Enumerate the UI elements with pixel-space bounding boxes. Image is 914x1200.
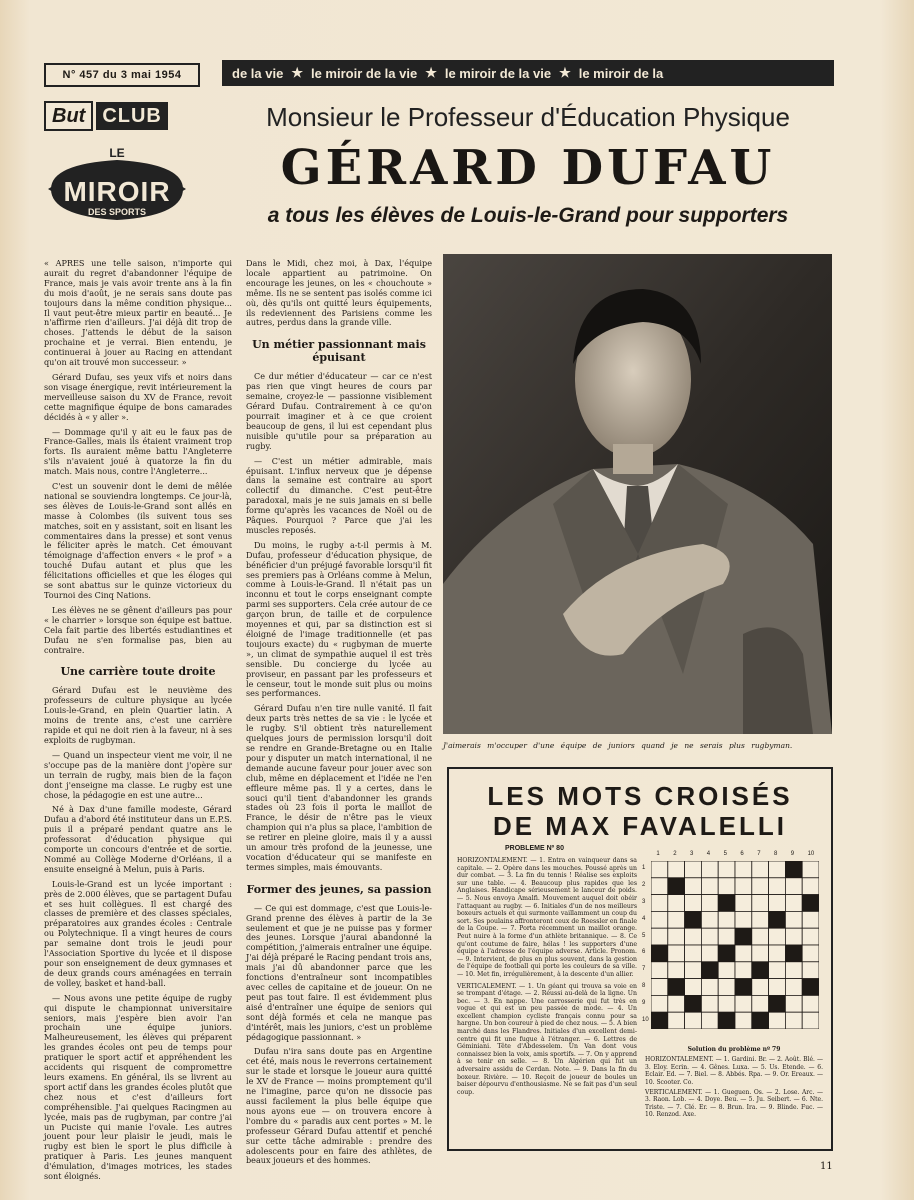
miroir-des-sports-logo xyxy=(44,143,190,235)
grid-col-number: 4 xyxy=(706,851,711,857)
grid-cell[interactable] xyxy=(752,911,769,928)
section-heading: Un métier passionnant mais épuisant xyxy=(252,338,426,365)
grid-cell[interactable] xyxy=(769,878,786,895)
grid-cell[interactable] xyxy=(735,895,752,912)
grid-black-cell xyxy=(718,1012,735,1029)
running-header-band xyxy=(222,60,834,86)
grid-cell[interactable] xyxy=(685,1012,702,1029)
grid-cell[interactable] xyxy=(802,995,819,1012)
grid-cell[interactable] xyxy=(752,861,769,878)
solution-horizontal: HORIZONTALEMENT. — 1. Gardini. Br. — 2. Août. Blé. — 3. Eloy. Ecrin. — 4. Gênes. Luxa. — 5. Us. Etende. — 6. Eclair. Ed. — 7. Biel. — 8. Abbés. Rpa. — 9. Or. Ereaux. — 10. Scooter. Co. xyxy=(645,1056,823,1086)
grid-cell[interactable] xyxy=(785,995,802,1012)
grid-cell[interactable] xyxy=(668,928,685,945)
grid-cell[interactable] xyxy=(769,861,786,878)
grid-row-number: 1 xyxy=(642,865,646,872)
headline: Monsieur le Professeur d'Éducation Physique xyxy=(266,102,790,132)
page-number: 11 xyxy=(820,1161,833,1172)
paragraph: Ce dur métier d'éducateur — car ce n'est pas rien que vingt heures de cours par semaine, croyez-le — passionne visiblement Gérard Dufau. Contrairement à ce qu'on pourrait imaginer et à ce que croient beaucoup de gens, il lui est cependant plus nuisible qu'utile pour sa préparation au rugby. xyxy=(246,371,432,451)
grid-cell[interactable] xyxy=(718,962,735,979)
grid-black-cell xyxy=(651,945,668,962)
paragraph: Dans le Midi, chez moi, à Dax, l'équipe locale appartient au patrimoine. On encourage les jeunes, on les « chouchoute » même. Ils ne se sentent pas isolés comme ici où, dès qu'ils ont quitté leurs équipements, ils redeviennent des Parisiens comme les autres, perdus dans la grande ville. xyxy=(246,258,432,328)
grid-cell[interactable] xyxy=(752,945,769,962)
star-icon: ★ xyxy=(425,65,437,80)
grid-cell[interactable] xyxy=(668,1012,685,1029)
grid-cell[interactable] xyxy=(668,895,685,912)
grid-cell[interactable] xyxy=(668,861,685,878)
grid-cell[interactable] xyxy=(802,911,819,928)
grid-black-cell xyxy=(668,979,685,996)
crossword-title-line: DE MAX FAVALELLI xyxy=(492,811,788,841)
grid-cell[interactable] xyxy=(701,928,718,945)
grid-row-number: 8 xyxy=(642,983,646,989)
grid-row-number: 10 xyxy=(642,1016,649,1023)
paragraph: Gérard Dufau n'en tire nulle vanité. Il fait deux parts très nettes de sa vie : le lycée et le rugby. S'il obtient très naturellement quelques jours de permission lorsqu'il doit se rendre en Grande-Bretagne ou en Italie pour y disputer un match international, il ne demande aucune faveur pour jouer avec son club, même en déplacement et l'idée ne l'en effleure même pas. Il y a certes, dans le souci qu'il tient d'abandonner les grands stades où 23 fois il porta le maillot de France, le désir de n'être pas le vieux champion qui n'a plus sa place, l'ambition de se retirer en pleine gloire, mais il y a aussi un amour très profond de la jeunesse, une vocation d'éducateur qui se manifeste en termes simples, mais émouvants. xyxy=(246,703,432,872)
crossword-clues xyxy=(457,857,637,1100)
grid-cell[interactable] xyxy=(651,861,668,878)
paragraph: Né à Dax d'une famille modeste, Gérard Dufau a d'abord été instituteur dans un E.P.S. puis il a préparé pendant quatre ans le professorat d'éducation physique qui comporte un concours d'entrée et de sortie. Nommé au Collège Moderne d'Orléans, il a ensuite enseigné à Melun, puis à Paris. xyxy=(44,804,232,874)
grid-row-number: 6 xyxy=(642,949,646,956)
paragraph: Louis-le-Grand est un lycée important : près de 2.000 élèves, que se partagent Dufau et ses huit collègues. Il est chargé des classes de première et des classes spéciales, préparatoires aux grandes écoles : Centrale ou Polytechnique. Il a vingt heures de cours par semaine dont trois le jeudi pour l'Association Sportive du lycée et il dispose pour son enseignement de deux gymnases et de deux grands cours aménagées en terrain de volley, basket et hand-ball. xyxy=(44,878,232,988)
horizontal-clues: HORIZONTALEMENT. — 1. Entra en vainqueur dans sa capitale. — 2. Opère dans les mouches. Poussé après un dur combat. — 3. La fin du tennis ! Réalise ses exploits sur une table. — 4. Beaucoup plus rapides que les Anglaises. Handicape sérieusement le lanceur de poids. — 5. Nous envoya Amalfi. Mouvement auquel doit obéir l'attaquant au rugby. — 6. Initiales d'un de nos meilleurs boxeurs actuels et qui surmonte vaillamment un coup du sort. Ses poulains affronteront ceux de Roessler en finale de la Coupe. — 7. Porta récemment un maillot orange. Peut nuire à la forme d'un athlète britannique. — 8. Ce qu'ont coutume de faire, hélas ! les supporters d'une équipe à l'adresse de l'équipe adverse. Article. Pronom. — 9. Intervient, de plus en plus souvent, dans la gestion de l'équipe de football qui porte les couleurs de sa ville. — 10. Met fin, irrégulièrement, à la descente d'un allier. xyxy=(457,857,637,978)
grid-black-cell xyxy=(685,911,702,928)
article-subtitle: a tous les élèves de Louis-le-Grand pour supporters xyxy=(267,204,789,227)
grid-cell[interactable] xyxy=(802,861,819,878)
logo-main-text: MIROIR xyxy=(63,176,171,207)
grid-cell[interactable] xyxy=(785,928,802,945)
grid-black-cell xyxy=(685,995,702,1012)
grid-cell[interactable] xyxy=(668,945,685,962)
grid-cell[interactable] xyxy=(668,995,685,1012)
grid-cell[interactable] xyxy=(685,895,702,912)
solution-vertical: VERTICALEMENT. — 1. Gueguen. Os. — 2. Lose. Arc. — 3. Raon. Lob. — 4. Doye. Beu. — 5. Ju. Seibert. — 6. Nte. Triste. — 7. Clé. Er. — 8. Brun. Ira. — 9. Blinde. Fuc. — 10. Renzod. Axe. xyxy=(645,1089,823,1119)
grid-cell[interactable] xyxy=(718,995,735,1012)
grid-col-number: 3 xyxy=(690,851,694,857)
article-column-2 xyxy=(246,259,432,1171)
grid-black-cell xyxy=(718,895,735,912)
grid-cell[interactable] xyxy=(651,962,668,979)
grid-cell[interactable] xyxy=(718,911,735,928)
grid-black-cell xyxy=(802,895,819,912)
grid-cell[interactable] xyxy=(769,928,786,945)
grid-row-number: 5 xyxy=(642,932,646,939)
grid-cell[interactable] xyxy=(651,928,668,945)
grid-cell[interactable] xyxy=(735,1012,752,1029)
grid-row-number: 4 xyxy=(642,915,646,922)
brand-club: CLUB xyxy=(96,102,168,130)
portrait-photo xyxy=(443,254,832,734)
photo-caption: J'aimerais m'occuper d'une équipe de juniors quand je ne serais plus rugbyman. xyxy=(443,741,793,750)
grid-black-cell xyxy=(785,861,802,878)
grid-col-number: 6 xyxy=(740,851,744,857)
grid-col-number: 2 xyxy=(673,851,677,857)
grid-black-cell xyxy=(735,979,752,996)
grid-black-cell xyxy=(701,962,718,979)
grid-cell[interactable] xyxy=(769,895,786,912)
band-item: le miroir de la vie xyxy=(310,65,418,81)
grid-black-cell xyxy=(718,945,735,962)
crossword-title xyxy=(449,781,831,841)
logo-top-text: LE xyxy=(109,146,125,160)
logo-bottom-text: DES SPORTS xyxy=(87,207,147,217)
paragraph: C'est un souvenir dont le demi de mêlée national se souviendra longtemps. Ce jour-là, ses élèves de Louis-le-Grand sont allés en masse à Colombes (ils suivent tous ses matches, soit en y assistant, soit en lisant les commentaires dans la presse) et sont venus le féliciter après le match. Cet émouvant témoignage d'affection envers « le prof » a touché Dufau autant et plus que les félicitations officielles et que les éloges qui se sont abattus sur le quinze victorieux du Tournoi des Cinq Nations. xyxy=(44,481,232,600)
grid-cell[interactable] xyxy=(752,928,769,945)
paragraph: — Dommage qu'il y ait eu le faux pas de France-Galles, mais ils étaient vraiment trop forts. Ils auraient même battu l'Angleterre s'ils n'avaient joué à quatorze la fin du match. Mais nous, contre l'Angleterre... xyxy=(44,426,232,477)
grid-cell[interactable] xyxy=(752,995,769,1012)
grid-cell[interactable] xyxy=(685,945,702,962)
grid-cell[interactable] xyxy=(769,1012,786,1029)
problem-number: PROBLEME Nº 80 xyxy=(505,845,564,852)
grid-cell[interactable] xyxy=(718,928,735,945)
section-heading: Former des jeunes, sa passion xyxy=(246,882,432,896)
grid-cell[interactable] xyxy=(752,979,769,996)
grid-cell[interactable] xyxy=(769,945,786,962)
grid-black-cell xyxy=(752,962,769,979)
grid-cell[interactable] xyxy=(701,878,718,895)
grid-cell[interactable] xyxy=(701,895,718,912)
grid-cell[interactable] xyxy=(735,911,752,928)
grid-cell[interactable] xyxy=(785,895,802,912)
paragraph: — C'est un métier admirable, mais épuisant. L'influx nerveux que je dépense dans la semaine est contraire au sport collectif du dimanche. C'est peut-être paradoxal, mais je ne suis jamais en si belle forme qu'après les vacances de Noël ou de Pâques. Pourquoi ? Parce que j'ai les muscles reposés. xyxy=(246,455,432,535)
grid-cell[interactable] xyxy=(701,1012,718,1029)
grid-col-number: 9 xyxy=(790,851,795,857)
grid-col-number: 1 xyxy=(656,851,660,857)
grid-cell[interactable] xyxy=(701,945,718,962)
grid-cell[interactable] xyxy=(685,861,702,878)
grid-black-cell xyxy=(769,911,786,928)
grid-row-number: 9 xyxy=(642,999,646,1006)
grid-cell[interactable] xyxy=(785,962,802,979)
grid-cell[interactable] xyxy=(701,861,718,878)
grid-col-number: 10 xyxy=(807,851,815,857)
grid-black-cell xyxy=(802,979,819,996)
band-item: de la vie xyxy=(232,65,284,81)
grid-black-cell xyxy=(651,1012,668,1029)
paragraph: — Nous avons une petite équipe de rugby qui dispute le championnat universitaire seniors, mais j'espère bien avoir l'an prochain une équipe juniors. Malheureusement, les élèves qui préparent les grandes écoles ont peu de temps pour pratiquer le sport actif et appréhendent les accidents qui risquent de compromettre leurs examens. En général, ils se livrent au sport actif dans les grandes écoles plutôt que chez nous et c'est d'ailleurs fort compréhensible. J'ai quelques Racingmen au lycée, mais pas de rugbyman, par contre j'ai un Puciste qui manie l'ovale. Les autres jouent pour leur plaisir le jeudi, mais le rugby est bien le sport le plus difficile à pratiquer à Paris. Les jeunes manquent d'émulation, d'images motrices, les stades sont éloignés. xyxy=(44,992,232,1182)
grid-row-number: 7 xyxy=(642,966,646,973)
paragraph: « APRES une telle saison, n'importe qui aurait du regret d'abandonner l'équipe de France, mais je vais avoir trente ans à la fin du mois d'août, je ne serais sans doute pas toujours dans la même condition physique... Il vaut peut-être mieux partir en beauté... Je n'affirme rien d'ailleurs. J'ai déjà dit trop de choses. J'attends le début de la saison prochaine et je verrai. Bien entendu, je continuerai à jouer au Racing en attendant qu'on ait trouvé mon successeur. » xyxy=(44,258,232,368)
grid-row-number: 3 xyxy=(642,899,646,905)
grid-cell[interactable] xyxy=(802,962,819,979)
article-column-1 xyxy=(44,259,232,1187)
grid-black-cell xyxy=(735,928,752,945)
paragraph: Gérard Dufau est le neuvième des professeurs de culture physique au lycée Louis-le-Grand, en plein Quartier latin. A moins de trente ans, c'est une carrière rapide et qui ne doit rien à la faveur, ni à ses exploits de rugbyman. xyxy=(44,685,232,745)
band-item: le miroir de la vie xyxy=(444,65,552,81)
grid-cell[interactable] xyxy=(651,878,668,895)
star-icon: ★ xyxy=(559,65,571,80)
crossword-title-line: LES MOTS CROISÉS xyxy=(487,781,793,811)
grid-row-numbers xyxy=(642,861,651,1029)
but-club-logo xyxy=(44,101,188,131)
grid-cell[interactable] xyxy=(735,995,752,1012)
grid-cell[interactable] xyxy=(685,878,702,895)
vertical-clues: VERTICALEMENT. — 1. Un géant qui trouva sa voie en se trompant d'étage. — 2. Réussi au-delà de la ligne. Un bec. — 3. En nappe. Une carrosserie qui fut très en vogue et qui est un peu passée de mode. — 4. Un excellent champion cycliste français connu pour sa hargne. Un bon coureur à pied de chez nous. — 5. A bien marché dans les Flandres. Initiales d'un excellent demi-centre qui fit une fugue à l'étranger. — 6. Lettres de Géminiani. Tête d'Abdesselem. Un Van dont vous connaissez bien la voix, amis sportifs. — 7. On y apprend à se tenir en selle. — 8. Un Algérien qui fut un adversaire assidu de Cerdan. Note. — 9. Dans la fin du boxeur. Rivière. — 10. Reçoit de joueur de boules un baiser dépourvu d'enthousiasme. Ne se fait pas d'un seul coup. xyxy=(457,982,637,1096)
grid-cell[interactable] xyxy=(651,979,668,996)
grid-cell[interactable] xyxy=(651,895,668,912)
grid-cell[interactable] xyxy=(651,995,668,1012)
article-title: GÉRARD DUFAU xyxy=(280,140,776,196)
grid-cell[interactable] xyxy=(802,1012,819,1029)
paragraph: — Quand un inspecteur vient me voir, il ne s'occupe pas de la manière dont j'opère sur un terrain de rugby, mais bien de la façon dont j'enseigne ma classe. Le rugby est une chose, la pédagogie en est une autre... xyxy=(44,749,232,800)
grid-cell[interactable] xyxy=(701,911,718,928)
grid-cell[interactable] xyxy=(651,911,668,928)
grid-cell[interactable] xyxy=(785,979,802,996)
grid-cell[interactable] xyxy=(718,878,735,895)
grid-cell[interactable] xyxy=(685,928,702,945)
grid-cell[interactable] xyxy=(785,911,802,928)
grid-black-cell xyxy=(785,945,802,962)
paragraph: Les élèves ne se gênent d'ailleurs pas pour « le charrier » lorsque son équipe est battue. Cela fait partie des libertés estudiantines et Dufau ne s'en formalise pas, bien au contraire. xyxy=(44,604,232,655)
grid-cell[interactable] xyxy=(752,895,769,912)
grid-cell[interactable] xyxy=(685,979,702,996)
grid-cell[interactable] xyxy=(802,878,819,895)
grid-col-number: 7 xyxy=(757,851,761,857)
grid-black-cell xyxy=(752,1012,769,1029)
crossword-grid[interactable] xyxy=(651,861,819,1029)
star-icon: ★ xyxy=(291,65,303,80)
grid-cell[interactable] xyxy=(785,1012,802,1029)
grid-cell[interactable] xyxy=(718,979,735,996)
grid-black-cell xyxy=(769,995,786,1012)
crossword-box xyxy=(447,767,833,1151)
paragraph: Dufau n'ira sans doute pas en Argentine cet été, mais nous le reverrons certainement sur le stade et lorsque le joueur aura quitté le XV de France — moins promptement qu'il ne l'imagine, parce qu'on ne dissocie pas aussi facilement la plus belle équipe que nous ayons eue — on trouvera encore à l'ombre du « paradis aux cent portes » M. le professeur Gérard Dufau attentif et penché sur cette tâche admirable : prendre des adolescents pour en faire des athlètes, de beaux joueurs et des hommes. xyxy=(246,1046,432,1166)
grid-cell[interactable] xyxy=(752,878,769,895)
grid-cell[interactable] xyxy=(735,945,752,962)
grid-cell[interactable] xyxy=(735,878,752,895)
grid-cell[interactable] xyxy=(802,945,819,962)
grid-cell[interactable] xyxy=(735,962,752,979)
grid-cell[interactable] xyxy=(668,962,685,979)
brand-but: But xyxy=(44,101,93,131)
grid-cell[interactable] xyxy=(685,962,702,979)
solution-block xyxy=(645,1043,823,1122)
grid-black-cell xyxy=(668,878,685,895)
grid-row-number: 2 xyxy=(642,882,646,889)
grid-cell[interactable] xyxy=(769,962,786,979)
grid-cell[interactable] xyxy=(802,928,819,945)
paragraph: — Ce qui est dommage, c'est que Louis-le-Grand prenne des élèves à partir de la 3e seulement et que je ne puisse pas y former des jeunes. Lorsque j'aurai abandonné la compétition, j'aimerais entraîner une équipe. J'ai déjà préparé le Racing pendant trois ans, mais j'ai dû abandonner parce que les fonctions d'entraîneur sont incompatibles avec celles de capitaine et de joueur. On ne peut pas tout faire. Il est évidemment plus aisé d'entraîner une équipe de seniors qui sont déjà formés et cela ne manque pas d'intérêt, mais les juniors, c'est un problème pédagogique passionnant. » xyxy=(246,902,432,1042)
grid-col-number: 8 xyxy=(774,851,778,857)
issue-number: N° 457 du 3 mai 1954 xyxy=(44,63,200,87)
grid-cell[interactable] xyxy=(769,979,786,996)
paragraph: Gérard Dufau, ses yeux vifs et noirs dans son visage énergique, revit intérieurement la merveilleuse saison du XV de France, revoit cette magnifique équipe de bons camarades décidés à « y aller ». xyxy=(44,371,232,422)
grid-cell[interactable] xyxy=(785,878,802,895)
grid-cell[interactable] xyxy=(668,911,685,928)
paragraph: Du moins, le rugby a-t-il permis à M. Dufau, professeur d'éducation physique, de bénéficier d'un préjugé favorable lorsqu'il fit ses premiers pas à Orléans comme à Melun, comme à Louis-le-Grand. Il n'était pas un inconnu et tout le corps enseignant compte parmi ses supporters. Cela crée autour de ce garçon brun, de taille et de corpulence moyennes et qui, par sa distinction est si éloigné de l'image traditionnelle (et pas toujours exacte) du « rugbyman de muerte », un climat de sympathie auquel il est très sensible. Du concierge du lycée au proviseur, en passant par les professeurs et le censeur, tout le monde suit plus ou moins ses performances. xyxy=(246,539,432,699)
band-item: le miroir de la xyxy=(578,65,664,81)
section-heading: Une carrière toute droite xyxy=(60,665,216,679)
grid-column-numbers xyxy=(651,851,819,861)
grid-cell[interactable] xyxy=(735,861,752,878)
grid-cell[interactable] xyxy=(701,979,718,996)
grid-col-number: 5 xyxy=(723,851,727,857)
grid-cell[interactable] xyxy=(701,995,718,1012)
solution-title: Solution du problème nº 79 xyxy=(687,1046,781,1053)
grid-cell[interactable] xyxy=(718,861,735,878)
